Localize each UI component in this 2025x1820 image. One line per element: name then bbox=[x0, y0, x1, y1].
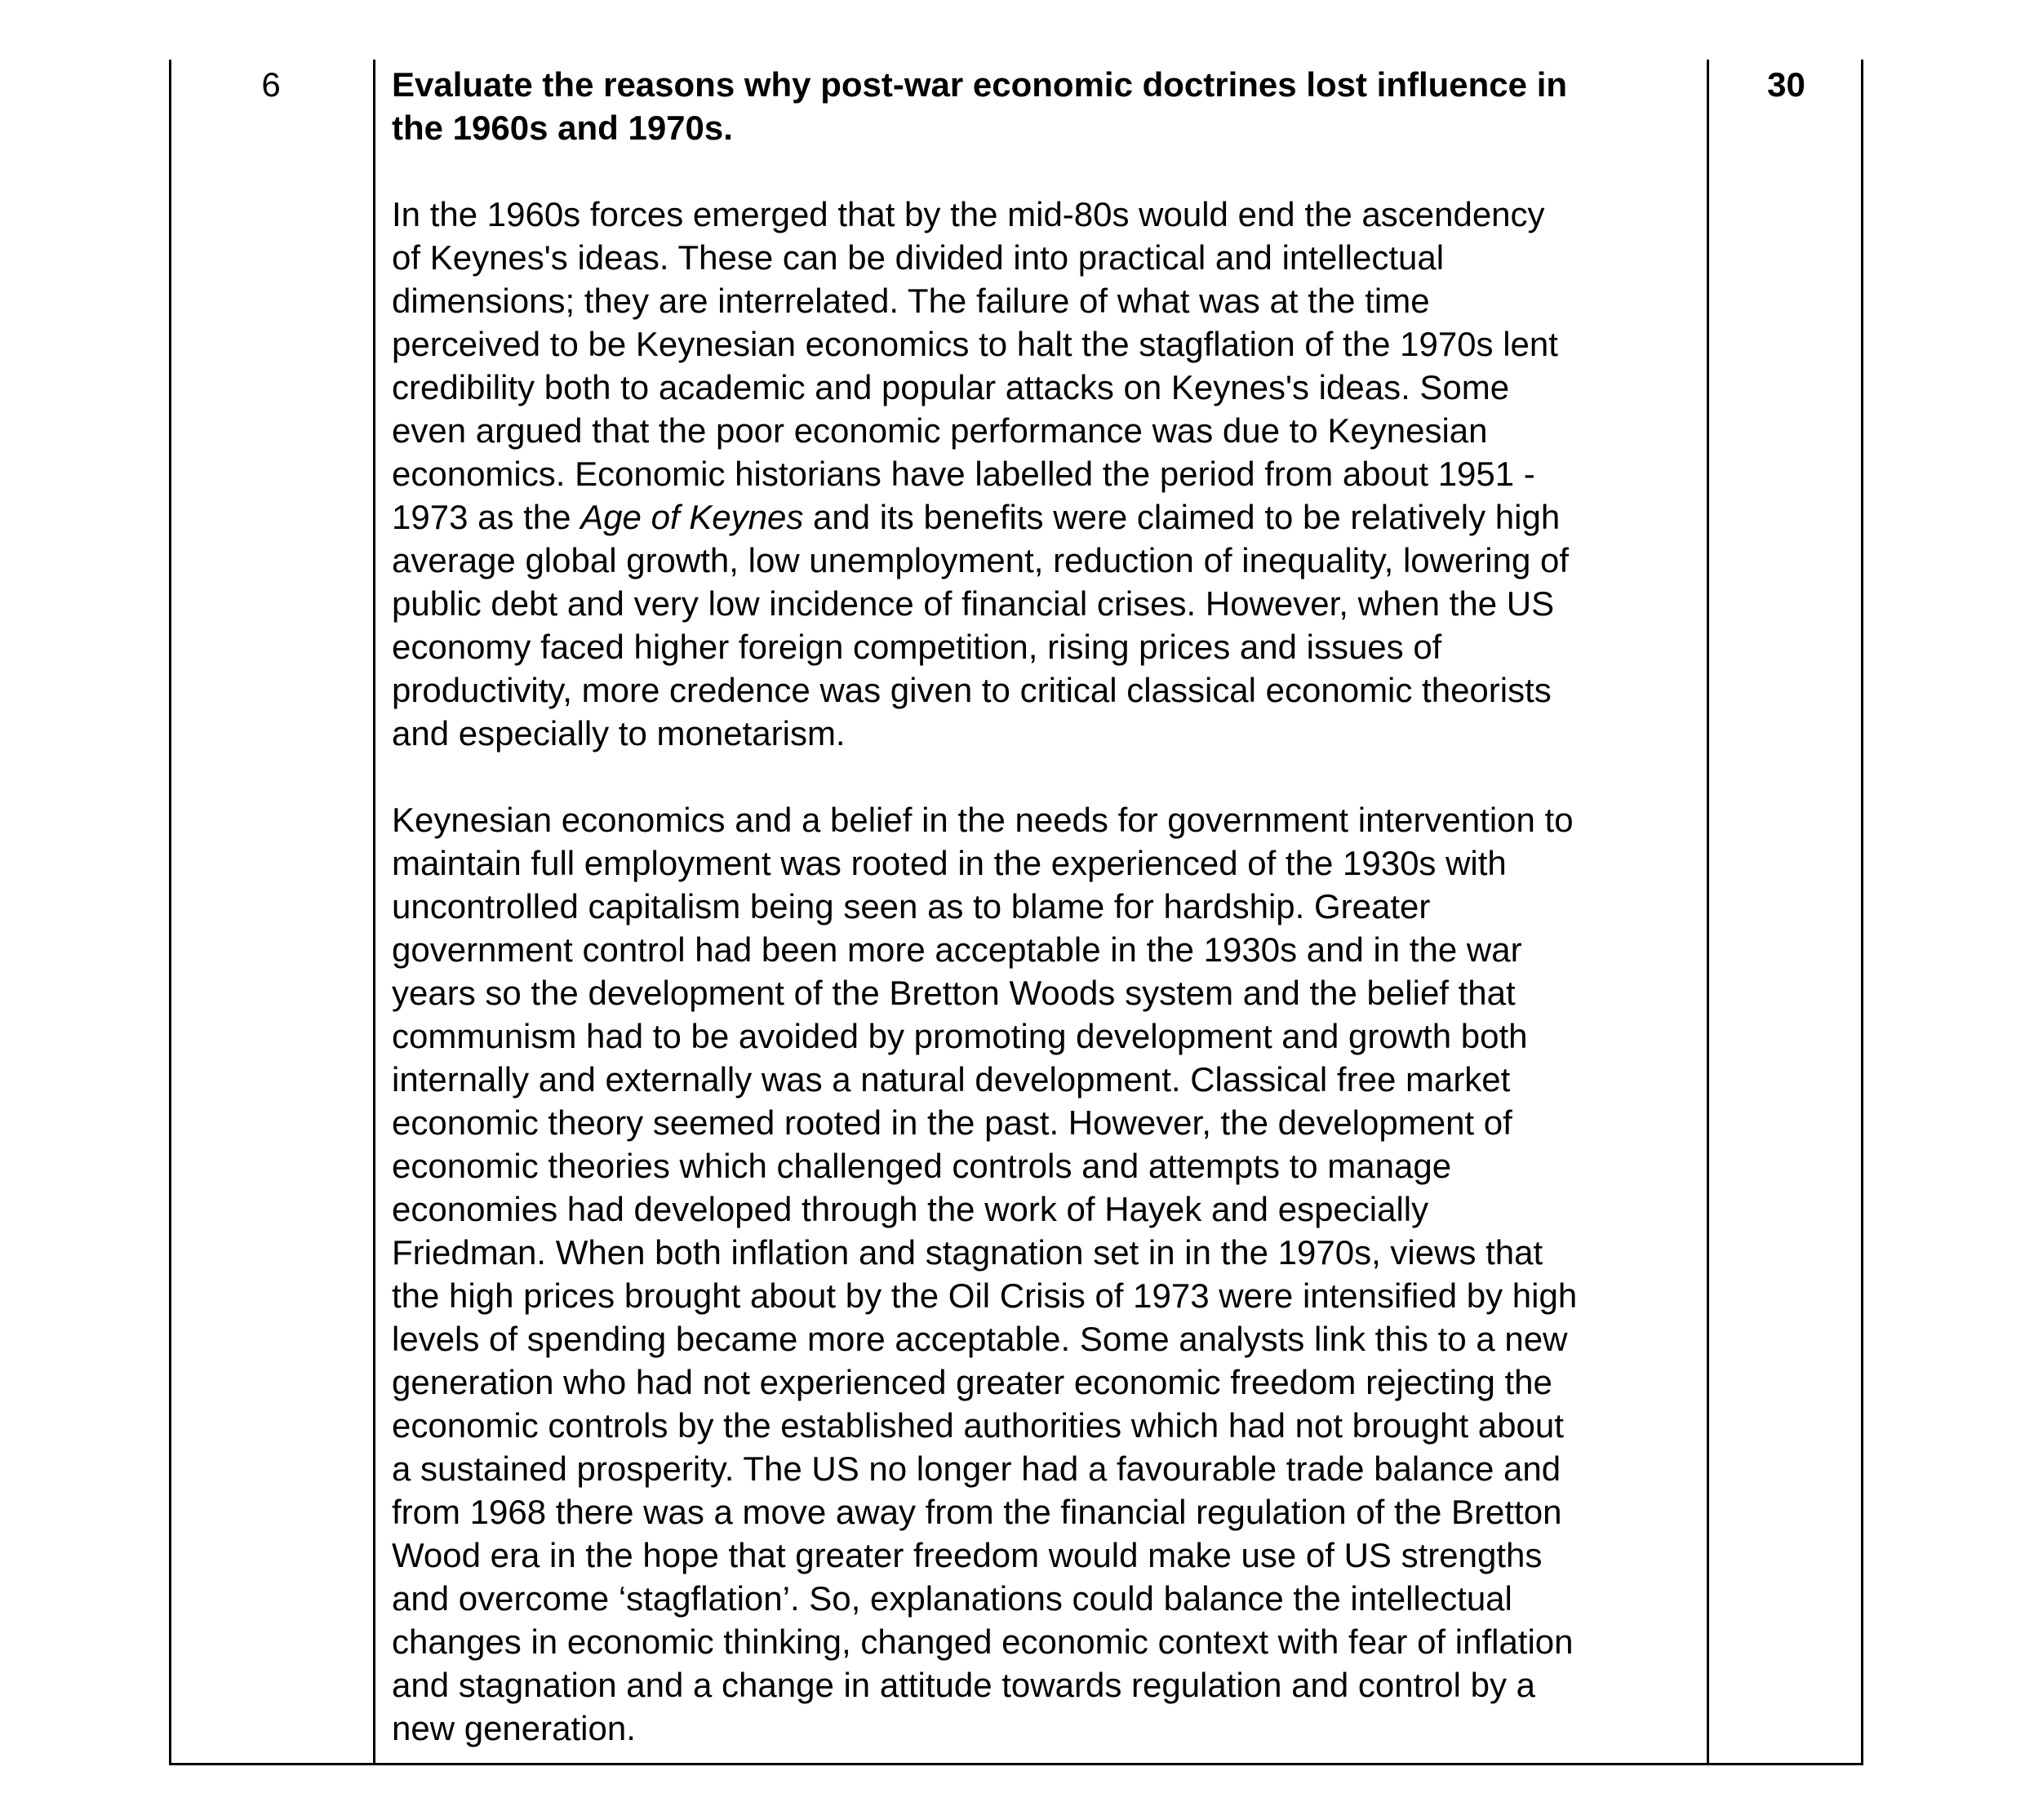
text-line: maintain full employment was rooted in the experienced of the 1930s with bbox=[392, 844, 1507, 882]
text-line: perceived to be Keynesian economics to halt the stagflation of the 1970s lent bbox=[392, 325, 1558, 363]
text-line: In the 1960s forces emerged that by the mid-80s would end the ascendency bbox=[392, 195, 1545, 233]
italic-phrase: Age of Keynes bbox=[580, 498, 804, 536]
text-line: public debt and very low incidence of financial crises. However, when the US bbox=[392, 584, 1555, 623]
text-line bbox=[392, 495, 1698, 539]
text-segment: and its benefits were claimed to be relatively high bbox=[803, 498, 1561, 536]
text-line: and stagnation and a change in attitude towards regulation and control by a bbox=[392, 1666, 1535, 1704]
text-line: economics. Economic historians have labelled the period from about 1951 - bbox=[392, 455, 1535, 493]
mark-scheme-table bbox=[169, 60, 1863, 1765]
question-number: 6 bbox=[261, 65, 281, 104]
text-line: and overcome ‘stagflation’. So, explanations could balance the intellectual bbox=[392, 1579, 1512, 1618]
table-border-right bbox=[1861, 60, 1863, 1765]
column-divider-2 bbox=[1707, 60, 1709, 1765]
table-border-bottom bbox=[169, 1763, 1863, 1765]
answer-paragraph-1 bbox=[392, 193, 1698, 755]
text-line: economic controls by the established authorities which had not brought about bbox=[392, 1406, 1564, 1445]
text-line: a sustained prosperity. The US no longer had a favourable trade balance and bbox=[392, 1449, 1561, 1488]
text-line: economy faced higher foreign competition, rising prices and issues of bbox=[392, 628, 1442, 666]
text-line: average global growth, low unemployment, reduction of inequality, lowering of bbox=[392, 541, 1570, 579]
text-line: new generation. bbox=[392, 1709, 636, 1747]
text-line: dimensions; they are interrelated. The failure of what was at the time bbox=[392, 282, 1430, 320]
text-line: years so the development of the Bretton Woods system and the belief that bbox=[392, 974, 1516, 1012]
question-title bbox=[392, 63, 1698, 149]
text-line: from 1968 there was a move away from the financial regulation of the Bretton bbox=[392, 1493, 1562, 1531]
text-line: Wood era in the hope that greater freedom would make use of US strengths bbox=[392, 1536, 1543, 1574]
text-line: Friedman. When both inflation and stagnation set in in the 1970s, views that bbox=[392, 1233, 1543, 1272]
text-line: productivity, more credence was given to critical classical economic theorists bbox=[392, 671, 1552, 709]
text-line: the high prices brought about by the Oil Crisis of 1973 were intensified by high bbox=[392, 1276, 1578, 1315]
text-line: internally and externally was a natural development. Classical free market bbox=[392, 1060, 1511, 1099]
text-line: uncontrolled capitalism being seen as to blame for hardship. Greater bbox=[392, 887, 1431, 926]
text-line: changes in economic thinking, changed economic context with fear of inflation bbox=[392, 1622, 1574, 1661]
text-line: economic theory seemed rooted in the past. However, the development of bbox=[392, 1103, 1512, 1142]
marks-value: 30 bbox=[1767, 65, 1805, 104]
text-line: economic theories which challenged controls and attempts to manage bbox=[392, 1147, 1452, 1185]
question-content bbox=[392, 63, 1698, 1750]
text-segment: 1973 as the bbox=[392, 498, 581, 536]
text-line: and especially to monetarism. bbox=[392, 714, 846, 752]
text-line: even argued that the poor economic performance was due to Keynesian bbox=[392, 411, 1488, 450]
text-line: credibility both to academic and popular attacks on Keynes's ideas. Some bbox=[392, 368, 1510, 406]
text-line: of Keynes's ideas. These can be divided into practical and intellectual bbox=[392, 238, 1445, 277]
answer-paragraph-2 bbox=[392, 798, 1698, 1750]
text-line: economies had developed through the work of Hayek and especially bbox=[392, 1190, 1429, 1228]
column-divider-1 bbox=[373, 60, 375, 1765]
text-line: Keynesian economics and a belief in the needs for government intervention to bbox=[392, 801, 1574, 839]
question-title-line: Evaluate the reasons why post-war economic doctrines lost influence in bbox=[392, 65, 1568, 104]
text-line: levels of spending became more acceptable. Some analysts link this to a new bbox=[392, 1320, 1568, 1358]
text-line: generation who had not experienced greater economic freedom rejecting the bbox=[392, 1363, 1552, 1401]
text-line: government control had been more acceptable in the 1930s and in the war bbox=[392, 930, 1522, 969]
question-title-line: the 1960s and 1970s. bbox=[392, 109, 733, 147]
text-line: communism had to be avoided by promoting development and growth both bbox=[392, 1017, 1528, 1055]
table-border-left bbox=[169, 60, 171, 1765]
